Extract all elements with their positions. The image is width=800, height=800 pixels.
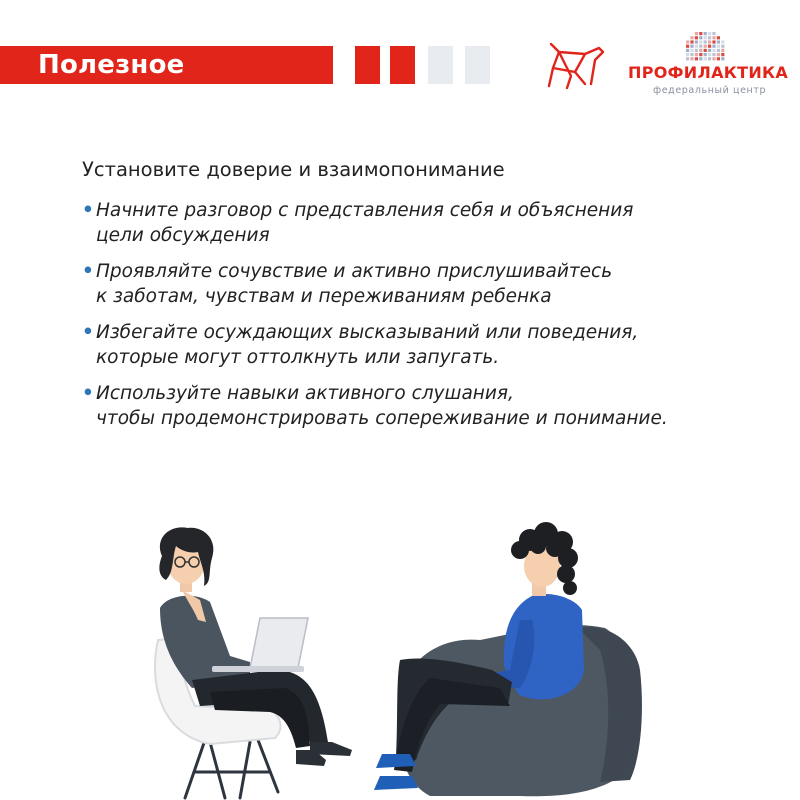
bullet-dot: • <box>82 383 94 404</box>
logo-grid-cell <box>686 40 689 43</box>
logo-grid-cell <box>712 45 715 48</box>
list-item-text: Используйте навыки активного слушания, чтобы продемонстрировать сопереживание и понимание. <box>96 383 668 429</box>
logo-grid-cell <box>695 40 698 43</box>
logo-grid-cell <box>686 57 689 60</box>
logo-grid-cell <box>695 45 698 48</box>
logo-grid-cell <box>690 45 693 48</box>
list-item-text: Избегайте осуждающих высказываний или поведения, которые могут оттолкнуть или запугать. <box>96 322 639 368</box>
logo-grid-cell <box>690 53 693 56</box>
profilaktika-grid-icon <box>686 32 726 62</box>
logo-grid-cell <box>686 45 689 48</box>
logo-grid-cell <box>721 53 724 56</box>
list-item-text: Начните разговор с представления себя и объяснения цели обсуждения <box>96 200 634 246</box>
logo-grid-cell <box>699 45 702 48</box>
list-item <box>80 198 770 248</box>
logo-grid-cell <box>717 40 720 43</box>
bullet-dot: • <box>82 261 94 282</box>
logo-grid-cell <box>686 49 689 52</box>
logo-grid-cell <box>704 36 707 39</box>
conversation-illustration <box>100 510 660 800</box>
logo-grid-cell <box>712 32 715 35</box>
logo-grid-cell <box>712 40 715 43</box>
logo-grid-cell <box>712 53 715 56</box>
logo-grid-cell <box>721 40 724 43</box>
list-item <box>80 259 770 309</box>
page-title: Полезное <box>38 50 185 80</box>
header-stripe-red-2 <box>390 46 415 84</box>
logo-grid-cell <box>699 53 702 56</box>
bullet-dot: • <box>82 200 94 221</box>
horse-logo-icon <box>545 40 607 92</box>
logo-grid-cell <box>708 32 711 35</box>
logo-grid-cell <box>690 49 693 52</box>
header-stripe-gray-1 <box>428 46 453 84</box>
logo-grid-cell <box>690 40 693 43</box>
logo-grid-cell <box>712 36 715 39</box>
logo-grid-cell <box>699 32 702 35</box>
logo-grid-cell <box>708 45 711 48</box>
boy-on-beanbag-figure <box>374 522 642 796</box>
logo-subtitle: федеральный центр <box>653 85 767 96</box>
logo-grid-cell <box>717 57 720 60</box>
header-stripe-red-1 <box>355 46 380 84</box>
logo-grid-cell <box>708 40 711 43</box>
logo-grid-cell <box>704 32 707 35</box>
logo-grid-cell <box>695 49 698 52</box>
logo-grid-cell <box>699 40 702 43</box>
logo-grid-cell <box>721 49 724 52</box>
logo-grid-cell <box>708 36 711 39</box>
logo-grid-cell <box>708 57 711 60</box>
logo-grid-cell <box>708 53 711 56</box>
logo-grid-cell <box>686 53 689 56</box>
list-item <box>80 320 770 370</box>
logo-grid-cell <box>704 40 707 43</box>
logo-grid-cell <box>695 36 698 39</box>
logo-grid-cell <box>695 53 698 56</box>
logo-grid-cell <box>721 45 724 48</box>
list-item-text: Проявляйте сочувствие и активно прислушивайтесь к заботам, чувствам и переживаниям ребенка <box>96 261 613 307</box>
section-heading: Установите доверие и взаимопонимание <box>82 158 505 181</box>
bullet-dot: • <box>82 322 94 343</box>
list-item <box>80 381 770 431</box>
logo-grid-cell <box>704 49 707 52</box>
tips-list <box>80 198 770 442</box>
logo-grid-cell <box>712 49 715 52</box>
logo-grid-cell <box>704 53 707 56</box>
header-stripe-gray-2 <box>465 46 490 84</box>
logo-grid-cell <box>717 49 720 52</box>
logo-grid-cell <box>695 32 698 35</box>
logo-grid-cell <box>690 57 693 60</box>
logo-grid-cell <box>712 57 715 60</box>
woman-with-laptop-figure <box>155 527 352 798</box>
logo-name: ПРОФИЛАКТИКА <box>628 63 789 82</box>
logo-grid-cell <box>704 57 707 60</box>
logo-grid-cell <box>717 53 720 56</box>
logo-grid-cell <box>690 36 693 39</box>
logo-grid-cell <box>704 45 707 48</box>
logo-grid-cell <box>708 49 711 52</box>
logo-grid-cell <box>717 36 720 39</box>
logo-grid-cell <box>699 36 702 39</box>
logo-grid-cell <box>695 57 698 60</box>
logo-grid-cell <box>721 57 724 60</box>
logo-grid-cell <box>699 49 702 52</box>
logo-grid-cell <box>717 45 720 48</box>
logo-grid-cell <box>699 57 702 60</box>
